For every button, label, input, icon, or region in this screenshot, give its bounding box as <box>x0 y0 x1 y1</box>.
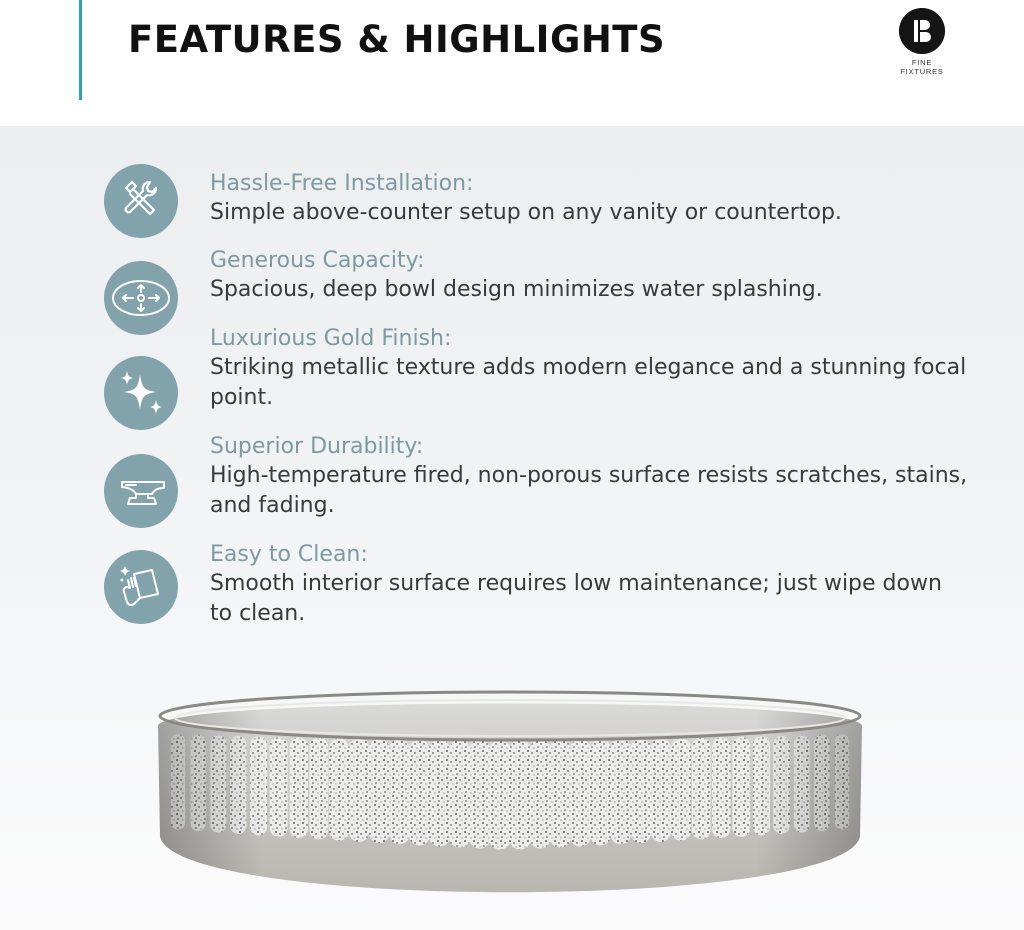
page-title: FEATURES & HIGHLIGHTS <box>128 18 666 61</box>
oval-capacity-icon <box>104 261 178 335</box>
brand-logo <box>896 8 948 78</box>
anvil-icon <box>104 454 178 528</box>
feature-title: Easy to Clean: <box>210 542 368 567</box>
tools-icon <box>104 164 178 238</box>
logo-text: FINE FIXTURES <box>900 58 944 76</box>
feature-title: Luxurious Gold Finish: <box>210 326 452 351</box>
accent-bar <box>79 0 82 100</box>
feature-description: Spacious, deep bowl design minimizes water splashing. <box>210 277 823 302</box>
feature-description: Striking metallic texture adds modern elegance and a stunning focal point. <box>210 355 967 410</box>
feature-title: Superior Durability: <box>210 434 424 459</box>
cleaning-glove-icon <box>104 550 178 624</box>
logo-mark-icon <box>899 8 945 54</box>
feature-title: Generous Capacity: <box>210 248 425 273</box>
sparkle-icon <box>104 356 178 430</box>
features-panel <box>0 126 1024 930</box>
vessel-sink-image <box>148 686 872 930</box>
feature-title: Hassle-Free Installation: <box>210 171 474 196</box>
feature-description: Smooth interior surface requires low maintenance; just wipe down to clean. <box>210 571 942 626</box>
header <box>0 0 1024 126</box>
feature-description: Simple above-counter setup on any vanity or countertop. <box>210 200 842 225</box>
feature-description: High-temperature fired, non-porous surface resists scratches, stains, and fading. <box>210 463 968 518</box>
